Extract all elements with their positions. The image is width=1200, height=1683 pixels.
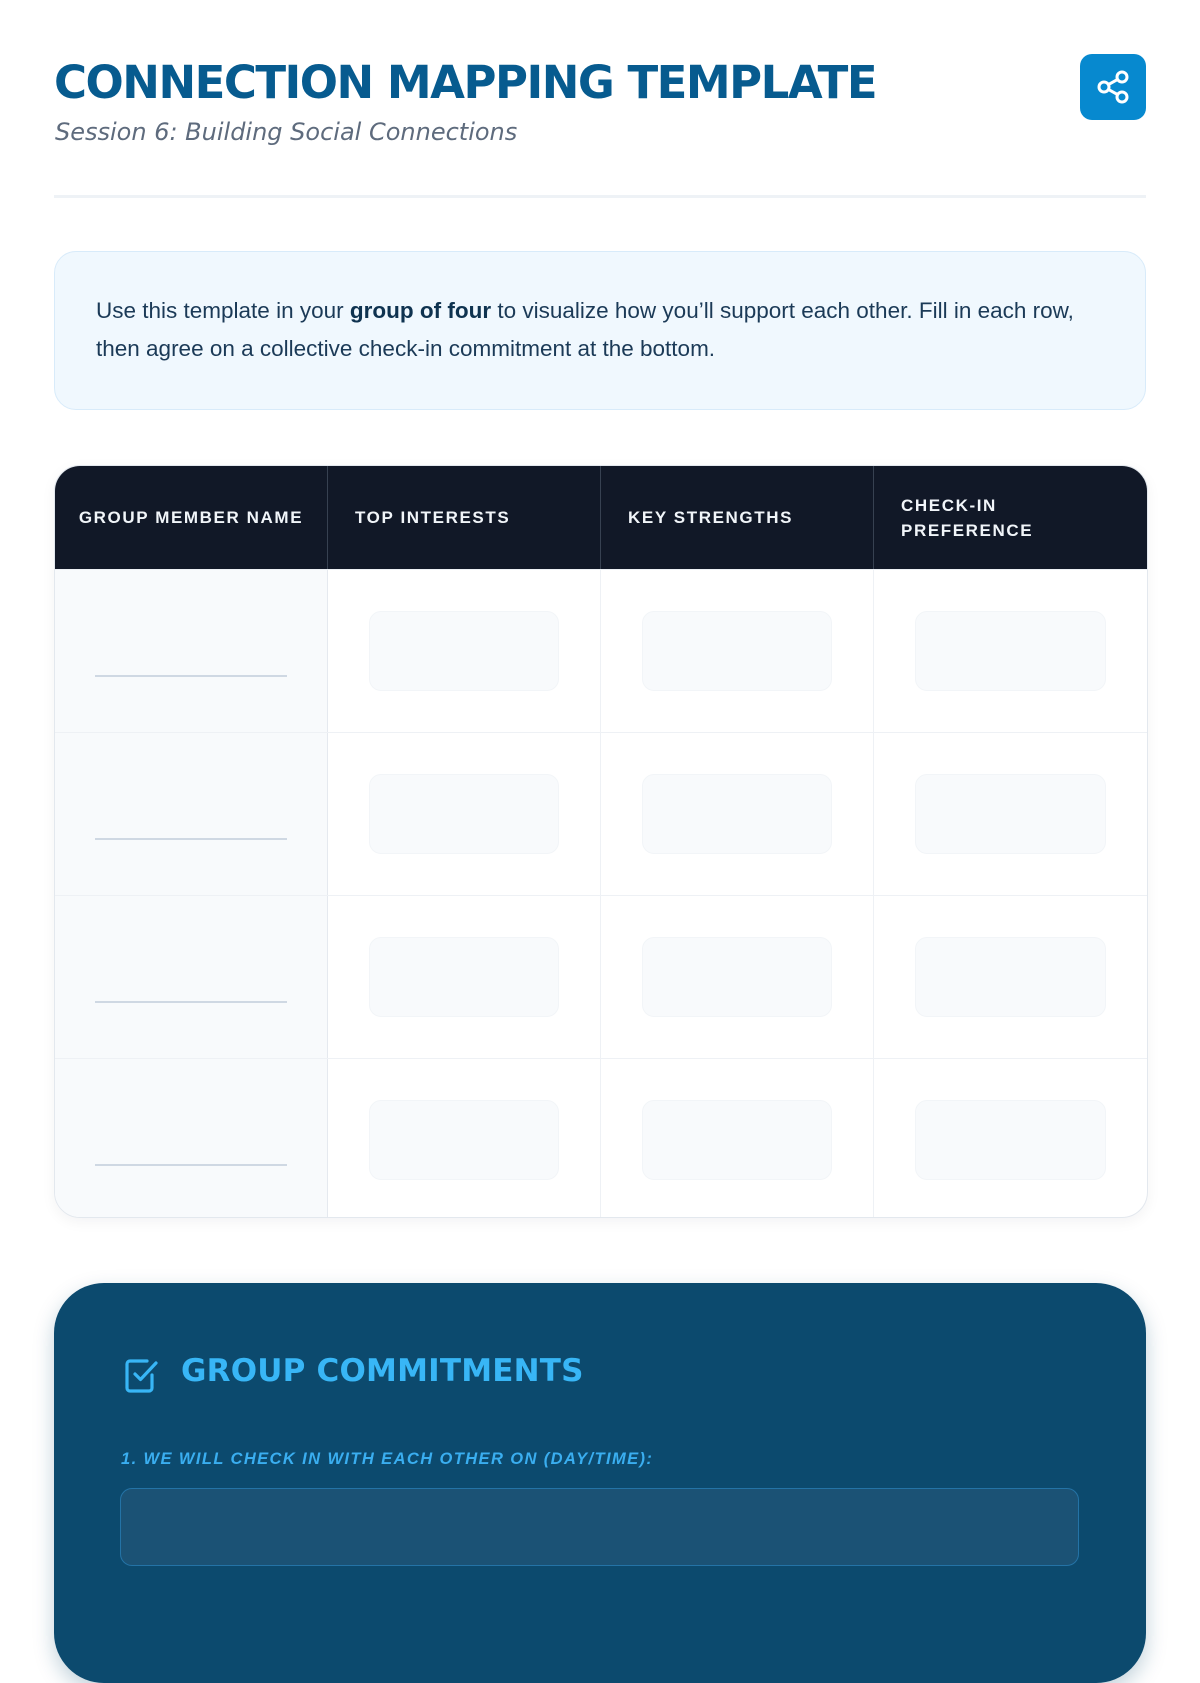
checkin-input[interactable] <box>915 1100 1106 1180</box>
checkin-input[interactable] <box>915 774 1106 854</box>
interests-input[interactable] <box>369 937 559 1017</box>
connection-table <box>54 465 1148 1218</box>
checkin-schedule-input[interactable] <box>120 1488 1079 1566</box>
strengths-cell <box>601 570 874 732</box>
column-header-checkin: CHECK-IN PREFERENCE <box>901 495 1034 540</box>
commitments-title: GROUP COMMITMENTS <box>181 1353 584 1389</box>
checkin-input[interactable] <box>915 611 1106 691</box>
column-header-name: GROUP MEMBER NAME <box>55 466 328 569</box>
group-commitments-panel <box>54 1283 1146 1683</box>
intro-callout <box>54 251 1146 410</box>
checkin-input[interactable] <box>915 937 1106 1017</box>
strengths-input[interactable] <box>642 774 832 854</box>
checkin-cell <box>874 1059 1147 1218</box>
table-row <box>55 732 1147 895</box>
table-row <box>55 895 1147 1058</box>
name-cell <box>55 1059 328 1218</box>
strengths-input[interactable] <box>642 1100 832 1180</box>
checkin-cell <box>874 733 1147 895</box>
page-title: CONNECTION MAPPING TEMPLATE <box>54 56 877 109</box>
header <box>54 0 1146 198</box>
intro-text-bold: group of four <box>349 298 492 323</box>
strengths-cell <box>601 896 874 1058</box>
interests-input[interactable] <box>369 1100 559 1180</box>
column-header-interests: TOP INTERESTS <box>328 466 601 569</box>
interests-cell <box>328 1059 601 1218</box>
interests-input[interactable] <box>369 774 559 854</box>
name-input-line[interactable] <box>95 1001 287 1003</box>
checkin-schedule-label: 1. WE WILL CHECK IN WITH EACH OTHER ON (DAY/TIME): <box>121 1450 654 1468</box>
strengths-input[interactable] <box>642 611 832 691</box>
table-row <box>55 569 1147 732</box>
strengths-cell <box>601 1059 874 1218</box>
name-input-line[interactable] <box>95 838 287 840</box>
name-cell <box>55 570 328 732</box>
page-subtitle: Session 6: Building Social Connections <box>55 118 518 146</box>
checkin-cell <box>874 896 1147 1058</box>
name-cell <box>55 733 328 895</box>
interests-input[interactable] <box>369 611 559 691</box>
strengths-input[interactable] <box>642 937 832 1017</box>
share-button[interactable] <box>1080 54 1146 120</box>
column-header-strengths: KEY STRENGTHS <box>601 466 874 569</box>
table-row <box>55 1058 1147 1218</box>
interests-cell <box>328 896 601 1058</box>
share-icon <box>1095 69 1131 105</box>
table-header <box>55 466 1147 569</box>
checkbox-icon <box>123 1357 161 1395</box>
checkin-cell <box>874 570 1147 732</box>
interests-cell <box>328 570 601 732</box>
name-input-line[interactable] <box>95 675 287 677</box>
interests-cell <box>328 733 601 895</box>
intro-text-after: to visualize how you’ll support each other. Fill in each row, then agree on a collective check-in commitment at the bottom. <box>96 298 1074 361</box>
intro-text-before: Use this template in your <box>96 298 350 323</box>
name-input-line[interactable] <box>95 1164 287 1166</box>
strengths-cell <box>601 733 874 895</box>
name-cell <box>55 896 328 1058</box>
